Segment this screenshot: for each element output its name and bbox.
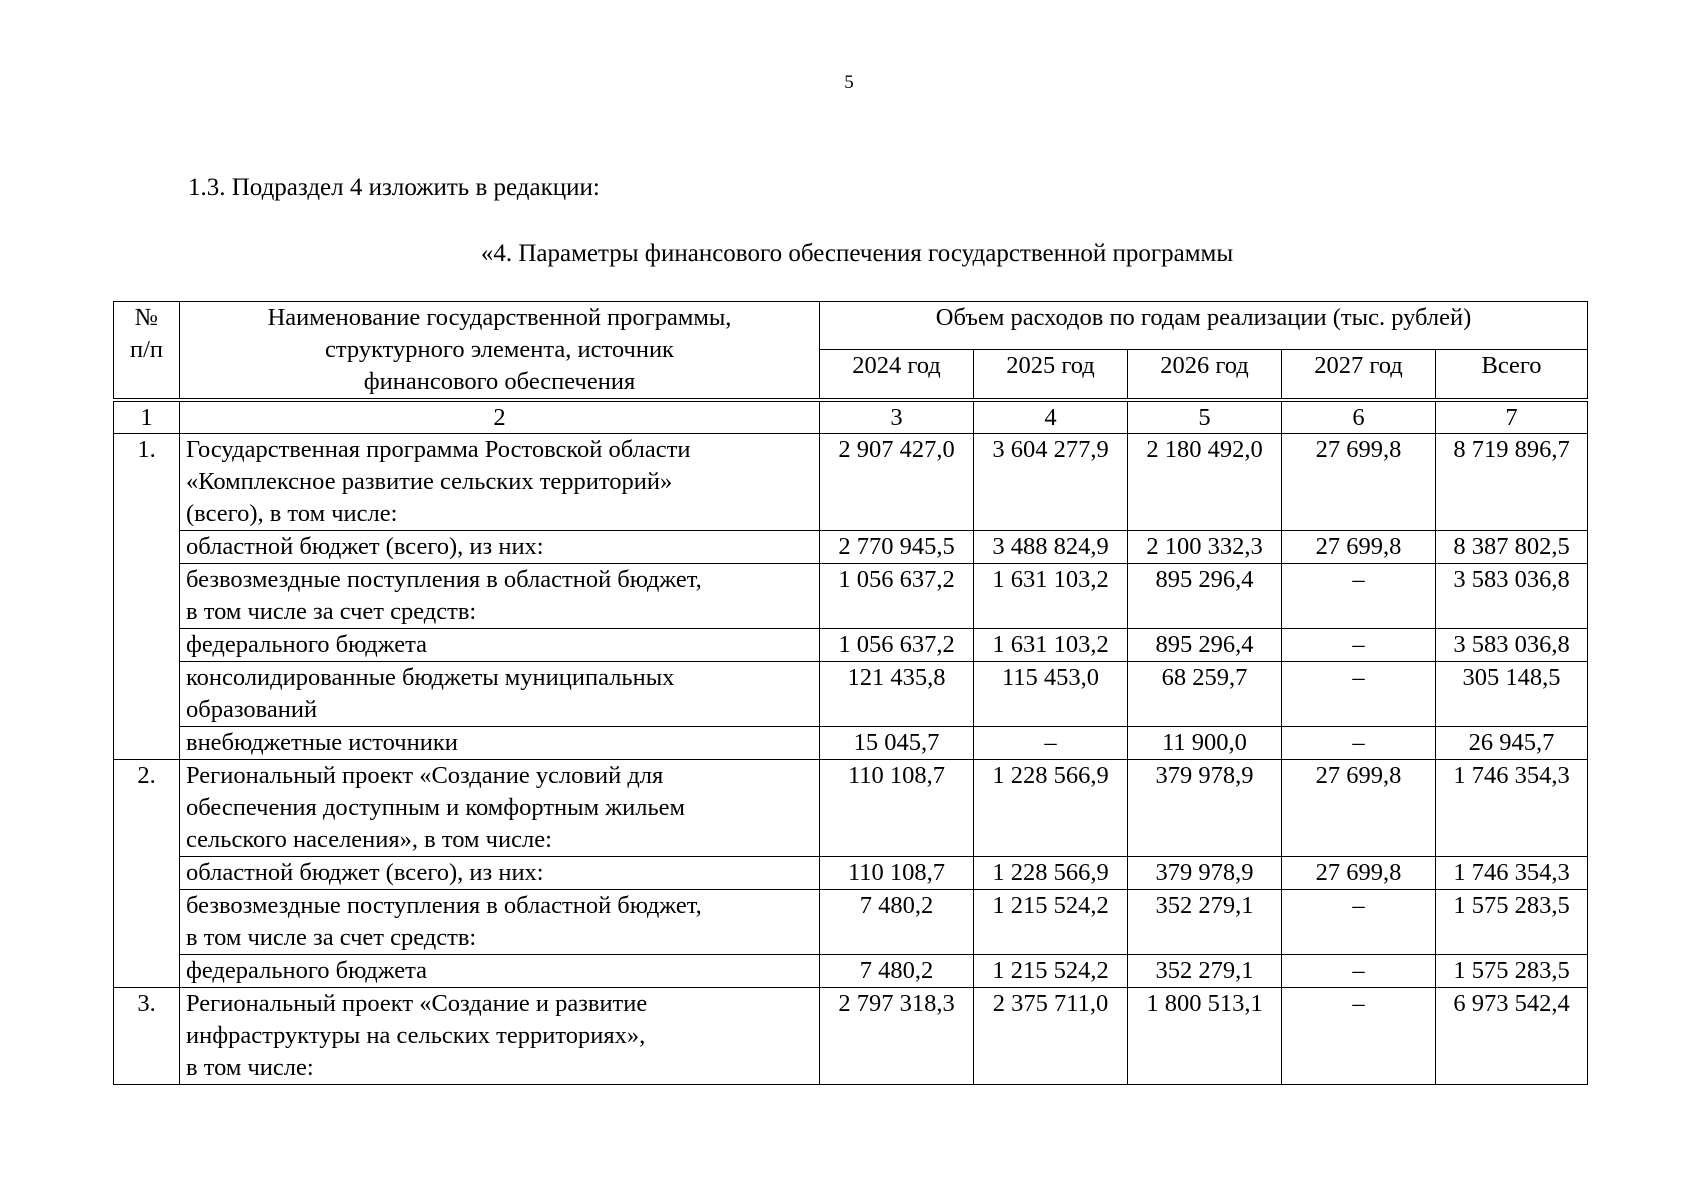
value-2026: 2 100 332,3: [1128, 531, 1282, 564]
value-total: 26 945,7: [1436, 727, 1588, 760]
header-name-line: Наименование государственной программы,: [267, 304, 732, 331]
value-2027: 27 699,8: [1282, 857, 1436, 890]
row-name-line: Региональный проект «Создание и развитие: [186, 990, 648, 1017]
row-name: [180, 760, 820, 857]
value-total: 1 746 354,3: [1436, 760, 1588, 857]
value-total: 3 583 036,8: [1436, 564, 1588, 629]
table-row: [114, 727, 1588, 760]
column-index: 6: [1282, 400, 1436, 434]
table-row: [114, 629, 1588, 662]
value-total: 1 575 283,5: [1436, 955, 1588, 988]
value-total: 6 973 542,4: [1436, 988, 1588, 1085]
financing-table: [113, 301, 1588, 1085]
value-2024: 1 056 637,2: [820, 564, 974, 629]
row-name: [180, 629, 820, 662]
row-number: 1.: [114, 434, 180, 760]
header-year-2027: 2027 год: [1282, 350, 1436, 400]
value-2027: –: [1282, 955, 1436, 988]
value-2027: –: [1282, 564, 1436, 629]
row-name-line: (всего), в том числе:: [186, 500, 398, 527]
value-2025: 1 228 566,9: [974, 857, 1128, 890]
row-name-line: областной бюджет (всего), из них:: [186, 533, 544, 560]
row-name: [180, 662, 820, 727]
value-total: 8 387 802,5: [1436, 531, 1588, 564]
row-name-line: консолидированные бюджеты муниципальных: [186, 664, 675, 691]
value-2026: 11 900,0: [1128, 727, 1282, 760]
value-total: 1 746 354,3: [1436, 857, 1588, 890]
row-number: 2.: [114, 760, 180, 988]
value-2024: 7 480,2: [820, 890, 974, 955]
table-row: [114, 662, 1588, 727]
value-2025: 115 453,0: [974, 662, 1128, 727]
row-name-line: Государственная программа Ростовской области: [186, 436, 691, 463]
value-2025: 3 604 277,9: [974, 434, 1128, 531]
page-number: 5: [844, 72, 854, 93]
column-index-row: [114, 400, 1588, 434]
value-2024: 1 056 637,2: [820, 629, 974, 662]
value-2027: 27 699,8: [1282, 760, 1436, 857]
value-2024: 2 770 945,5: [820, 531, 974, 564]
table-row: [114, 760, 1588, 857]
row-name-line: в том числе:: [186, 1054, 314, 1081]
row-name-line: Региональный проект «Создание условий для: [186, 762, 664, 789]
row-name: [180, 564, 820, 629]
header-name-line: финансового обеспечения: [363, 368, 636, 395]
value-2026: 895 296,4: [1128, 629, 1282, 662]
row-name-line: федерального бюджета: [186, 631, 428, 658]
value-2027: –: [1282, 727, 1436, 760]
header-year-2025: 2025 год: [974, 350, 1128, 400]
row-name: [180, 890, 820, 955]
value-2027: 27 699,8: [1282, 531, 1436, 564]
table-row: [114, 955, 1588, 988]
row-name-line: обеспечения доступным и комфортным жильем: [186, 794, 686, 821]
row-name: [180, 727, 820, 760]
value-2026: 379 978,9: [1128, 857, 1282, 890]
column-index: 5: [1128, 400, 1282, 434]
value-2024: 110 108,7: [820, 760, 974, 857]
header-name: [180, 302, 820, 401]
table-row: [114, 564, 1588, 629]
value-2025: 1 228 566,9: [974, 760, 1128, 857]
header-num: [114, 302, 180, 401]
instruction-text: 1.3. Подраздел 4 изложить в редакции:: [188, 174, 600, 201]
value-2027: –: [1282, 988, 1436, 1085]
value-2026: 68 259,7: [1128, 662, 1282, 727]
value-2026: 352 279,1: [1128, 955, 1282, 988]
header-num-line: №: [134, 304, 159, 331]
value-2024: 2 907 427,0: [820, 434, 974, 531]
row-name-line: инфраструктуры на сельских территориях»,: [186, 1022, 646, 1049]
header-year-2026: 2026 год: [1128, 350, 1282, 400]
row-name: [180, 988, 820, 1085]
row-name-line: внебюджетные источники: [186, 729, 458, 756]
value-total: 1 575 283,5: [1436, 890, 1588, 955]
value-2027: –: [1282, 890, 1436, 955]
row-name-line: безвозмездные поступления в областной бюджет,: [186, 892, 702, 919]
value-2024: 121 435,8: [820, 662, 974, 727]
column-index: 2: [180, 400, 820, 434]
row-name-line: «Комплексное развитие сельских территорий»: [186, 468, 673, 495]
row-name-line: в том числе за счет средств:: [186, 924, 477, 951]
column-index: 3: [820, 400, 974, 434]
row-name: [180, 434, 820, 531]
value-2027: –: [1282, 662, 1436, 727]
value-total: 8 719 896,7: [1436, 434, 1588, 531]
row-number: 3.: [114, 988, 180, 1085]
value-2026: 352 279,1: [1128, 890, 1282, 955]
value-2024: 110 108,7: [820, 857, 974, 890]
value-2025: 2 375 711,0: [974, 988, 1128, 1085]
table-row: [114, 531, 1588, 564]
table-row: [114, 890, 1588, 955]
value-2025: 1 215 524,2: [974, 955, 1128, 988]
value-total: 3 583 036,8: [1436, 629, 1588, 662]
value-2026: 895 296,4: [1128, 564, 1282, 629]
header-name-line: структурного элемента, источник: [325, 336, 674, 363]
value-2025: 1 631 103,2: [974, 629, 1128, 662]
row-name-line: безвозмездные поступления в областной бюджет,: [186, 566, 702, 593]
value-2025: –: [974, 727, 1128, 760]
header-expenses: Объем расходов по годам реализации (тыс. рублей): [820, 302, 1588, 350]
value-2026: 1 800 513,1: [1128, 988, 1282, 1085]
header-num-line: п/п: [129, 336, 164, 363]
column-index: 7: [1436, 400, 1588, 434]
value-2024: 15 045,7: [820, 727, 974, 760]
row-name: [180, 531, 820, 564]
row-name-line: федерального бюджета: [186, 957, 428, 984]
value-2026: 2 180 492,0: [1128, 434, 1282, 531]
header-total: Всего: [1436, 350, 1588, 400]
header-row: [114, 302, 1588, 350]
value-2024: 7 480,2: [820, 955, 974, 988]
row-name-line: областной бюджет (всего), из них:: [186, 859, 544, 886]
table-row: [114, 857, 1588, 890]
table-row: [114, 988, 1588, 1085]
value-2024: 2 797 318,3: [820, 988, 974, 1085]
value-2027: –: [1282, 629, 1436, 662]
value-total: 305 148,5: [1436, 662, 1588, 727]
value-2025: 1 215 524,2: [974, 890, 1128, 955]
value-2026: 379 978,9: [1128, 760, 1282, 857]
row-name-line: в том числе за счет средств:: [186, 598, 477, 625]
section-title: «4. Параметры финансового обеспечения государственной программы: [480, 240, 1234, 267]
value-2025: 3 488 824,9: [974, 531, 1128, 564]
header-year-2024: 2024 год: [820, 350, 974, 400]
row-name-line: образований: [186, 696, 318, 723]
column-index: 1: [114, 400, 180, 434]
value-2027: 27 699,8: [1282, 434, 1436, 531]
table-row: [114, 434, 1588, 531]
row-name: [180, 857, 820, 890]
column-index: 4: [974, 400, 1128, 434]
value-2025: 1 631 103,2: [974, 564, 1128, 629]
row-name: [180, 955, 820, 988]
row-name-line: сельского населения», в том числе:: [186, 826, 552, 853]
